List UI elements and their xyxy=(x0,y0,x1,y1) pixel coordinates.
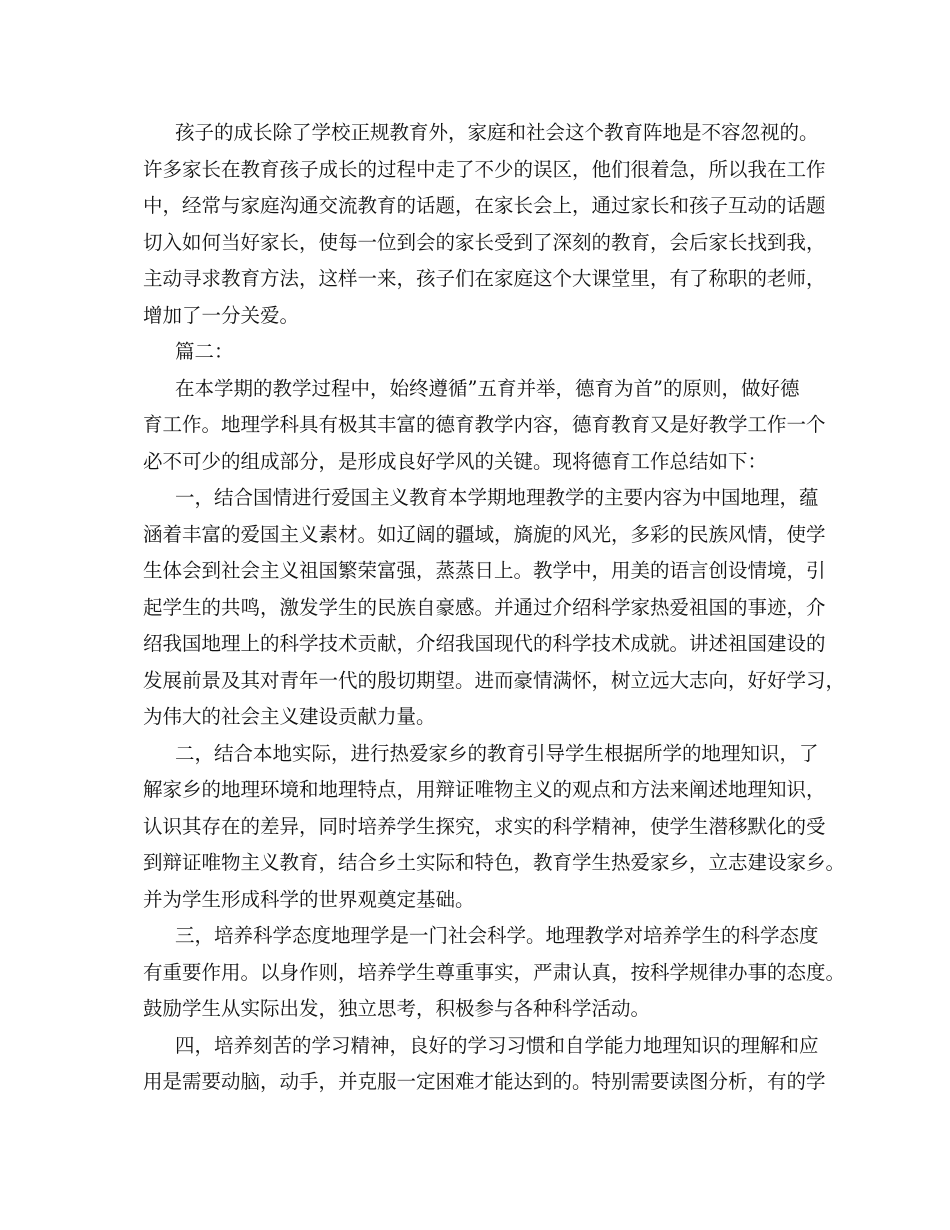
text-line: 必不可少的组成部分，是形成良好学风的关键。现将德育工作总结如下： xyxy=(143,449,768,473)
text-line: 鼓励学生从实际出发，独立思考，积极参与各种科学活动。 xyxy=(143,997,651,1020)
text-line: 增加了一分关爱。 xyxy=(143,303,300,327)
text-line: 认识其存在的差异，同时培养学生探究，求实的科学精神，使学生潜移默化的受 xyxy=(143,814,826,838)
text-line: 在本学期的教学过程中，始终遵循”五育并举，德育为首”的原则，做好德 xyxy=(175,376,800,400)
text-line: 绍我国地理上的科学技术贡献，介绍我国现代的科学技术成就。讲述祖国建设的 xyxy=(143,632,826,655)
text-line: 发展前景及其对青年一代的殷切期望。进而豪情满怀，树立远大志向，好好学习， xyxy=(143,668,846,692)
text-line: 孩子的成长除了学校正规教育外，家庭和社会这个教育阵地是不容忽视的。 xyxy=(175,121,819,144)
text-line: 用是需要动脑，动手，并克服一定困难才能达到的。特别需要读图分析，有的学 xyxy=(143,1070,826,1093)
text-line: 四，培养刻苦的学习精神，良好的学习习惯和自学能力地理知识的理解和应 xyxy=(175,1033,819,1057)
text-line: 一，结合国情进行爱国主义教育本学期地理教学的主要内容为中国地理，蕴 xyxy=(175,486,819,509)
section-heading: 篇二： xyxy=(175,340,234,363)
text-line: 许多家长在教育孩子成长的过程中走了不少的误区，他们很着急，所以我在工作 xyxy=(143,157,826,181)
text-line: 主动寻求教育方法，这样一来，孩子们在家庭这个大课堂里，有了称职的老师， xyxy=(143,267,826,290)
text-line: 涵着丰富的爱国主义素材。如辽阔的疆域，旖旎的风光，多彩的民族风情，使学 xyxy=(143,522,826,546)
text-line: 生体会到社会主义祖国繁荣富强，蒸蒸日上。教学中，用美的语言创设情境，引 xyxy=(143,559,826,582)
text-line: 并为学生形成科学的世界观奠定基础。 xyxy=(143,887,475,911)
text-line: 三，培养科学态度地理学是一门社会科学。地理教学对培养学生的科学态度 xyxy=(175,924,819,947)
text-line: 中，经常与家庭沟通交流教育的话题，在家长会上，通过家长和孩子互动的话题 xyxy=(143,194,826,217)
text-line: 解家乡的地理环境和地理特点，用辩证唯物主义的观点和方法来阐述地理知识， xyxy=(143,778,826,801)
text-line: 为伟大的社会主义建设贡献力量。 xyxy=(143,705,436,728)
text-line: 到辩证唯物主义教育，结合乡土实际和特色，教育学生热爱家乡，立志建设家乡。 xyxy=(143,851,846,874)
text-line: 起学生的共鸣，激发学生的民族自豪感。并通过介绍科学家热爱祖国的事迹，介 xyxy=(143,595,826,619)
text-line: 切入如何当好家长，使每一位到会的家长受到了深刻的教育，会后家长找到我， xyxy=(143,230,826,254)
text-line: 有重要作用。以身作则，培养学生尊重事实，严肃认真，按科学规律办事的态度。 xyxy=(143,960,846,984)
text-line: 育工作。地理学科具有极其丰富的德育教学内容，德育教育又是好教学工作一个 xyxy=(143,413,826,436)
text-line: 二，结合本地实际，进行热爱家乡的教育引导学生根据所学的地理知识，了 xyxy=(175,741,819,765)
